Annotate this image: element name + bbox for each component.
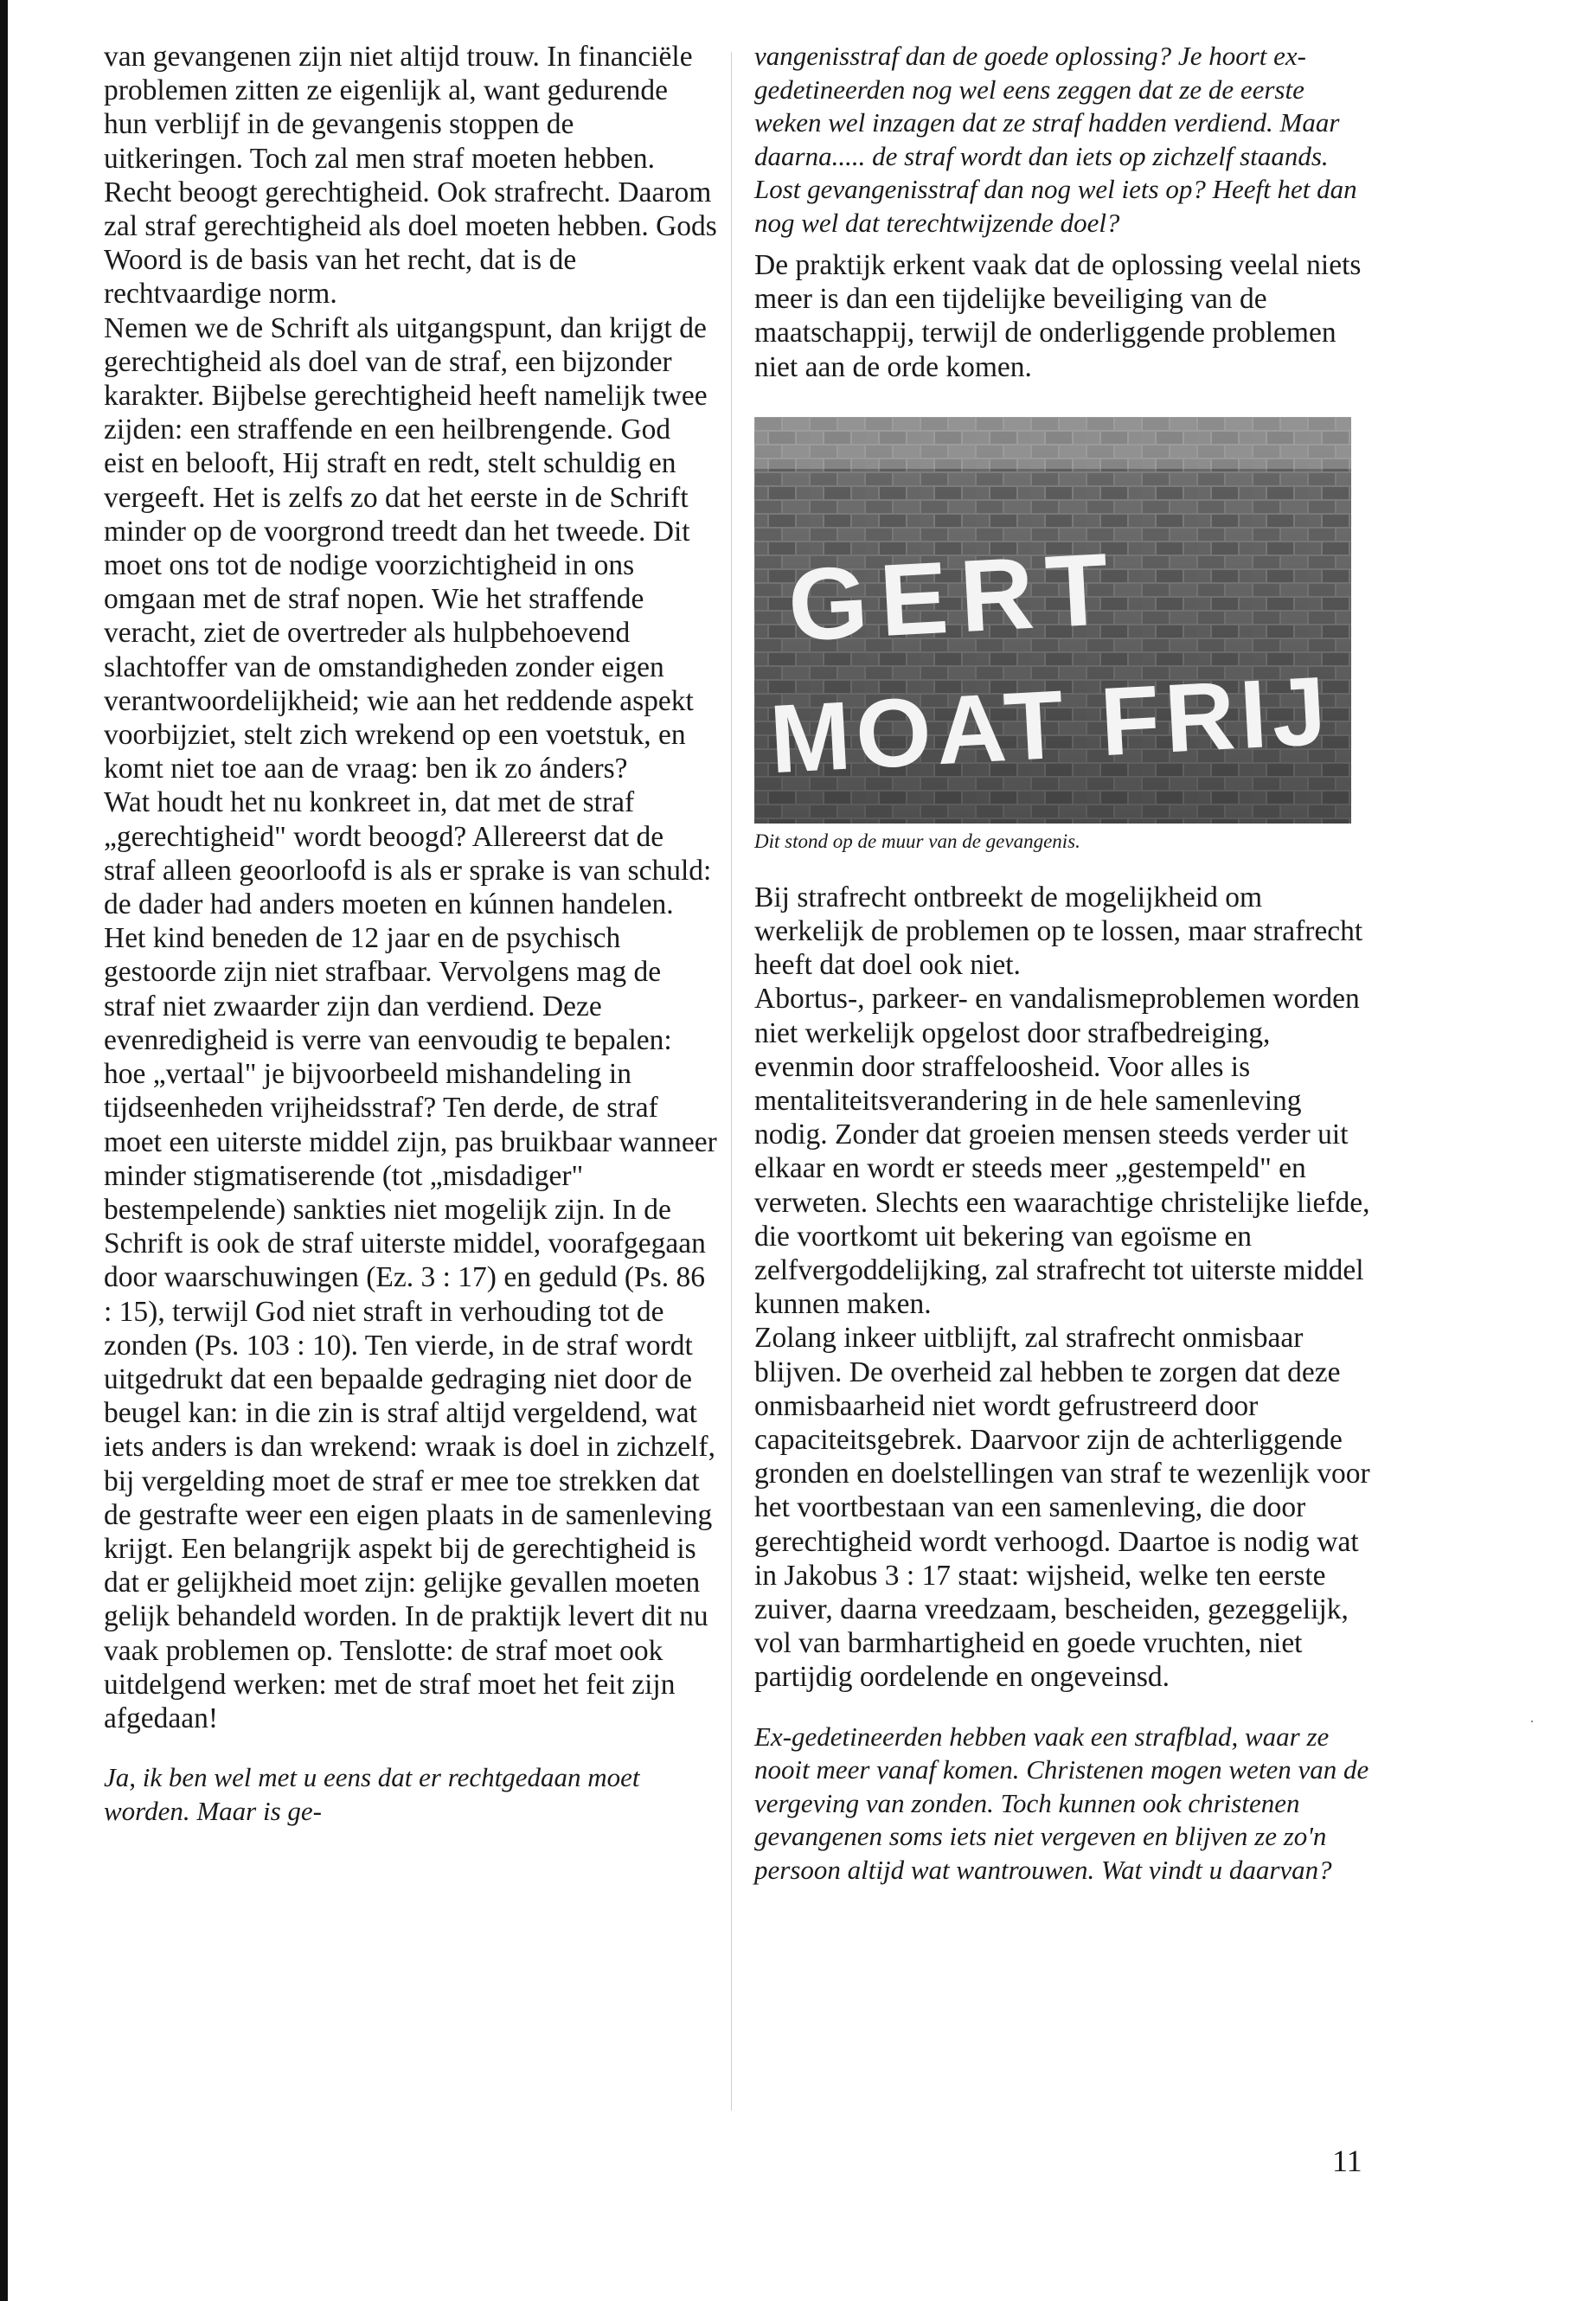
stray-ink-mark: · <box>1529 1713 1535 1730</box>
photo-figure <box>754 417 1351 855</box>
left-paragraph-3: Wat houdt het nu konkreet in, dat met de straf „gerechtigheid" wordt beoogd? Allereerst dat de straf alleen geoorloofd is als er sprake is van schuld: de dader had anders moeten en kúnnen handelen. Het kind beneden de 12 jaar en de psychisch gestoorde zijn niet strafbaar. Vervolgens mag de straf niet zwaarder zijn dan verdiend. Deze evenredigheid is verre van eenvoudig te bepalen: hoe „vertaal" je bijvoorbeeld mishandeling in tijdseenheden vrijheidsstraf? Ten derde, de straf moet een uiterste middel zijn, pas bruikbaar wanneer minder stigmatiserende (tot „misdadiger" bestempelende) sankties niet mogelijk zijn. In de Schrift is ook de straf uiterste middel, voorafgegaan door waarschuwingen (Ez. 3 : 17) en geduld (Ps. 86 : 15), terwijl God niet straft in verhouding tot de zonden (Ps. 103 : 10). Ten vierde, in de straf wordt uitgedrukt dat een bepaalde gedraging niet door de beugel kan: in die zin is straf altijd vergeldend, wat iets anders is dan wrekend: wraak is doel in zichzelf, bij vergelding moet de straf er mee toe strekken dat de gestrafte weer een eigen plaats in de samenleving krijgt. Een belangrijk aspekt bij de gerechtigheid is dat er gelijkheid moet zijn: gelijke gevallen moeten gelijk behandeld worden. In de praktijk levert dit nu vaak problemen op. Tenslotte: de straf moet ook uitdelgend werken: met de straf moet het feit zijn afgedaan! <box>104 786 717 1734</box>
column-divider <box>731 52 732 2111</box>
right-column <box>754 40 1373 1887</box>
brick-wall-graffiti-photo <box>754 417 1351 824</box>
answer-intro: De praktijk erkent vaak dat de oplossing veelal niets meer is dan een tijdelijke beveiliging van de maatschappij, terwijl de onderliggende problemen niet aan de orde komen. <box>754 249 1362 383</box>
closing-question: Ex-gedetineerden hebben vaak een strafblad, waar ze nooit meer vanaf komen. Christenen mogen weten van de vergeving van zonden. Toch kunnen ook christenen gevangenen soms iets niet vergeven en blijven ze zo'n persoon altijd wat wantrouwen. Wat vindt u daarvan? <box>754 1721 1369 1885</box>
interview-question: Ja, ik ben wel met u eens dat er rechtgedaan moet worden. Maar is ge- <box>104 1762 640 1826</box>
right-paragraph-2: Abortus-, parkeer- en vandalismeproblemen worden niet werkelijk opgelost door strafbedreiging, evenmin door straffeloosheid. Voor alles is mentaliteitsverandering in de hele samenleving nodig. Zonder dat groeien mensen steeds verder uit elkaar en wordt er steeds meer „gestempeld" en verweten. Slechts een waarachtige christelijke liefde, die voortkomt uit bekering van egoïsme en zelfvergoddelijking, zal strafrecht tot uiterste middel kunnen maken. <box>754 983 1370 1321</box>
left-column <box>104 40 718 1828</box>
photo-caption: Dit stond op de muur van de gevangenis. <box>754 830 1080 852</box>
right-paragraph-3: Zolang inkeer uitblijft, zal strafrecht onmisbaar blijven. De overheid zal hebben te zorgen dat deze onmisbaarheid niet wordt gefrustreerd door capaciteitsgebrek. Daarvoor zijn de achterliggende gronden en doelstellingen van straf te wezenlijk voor het voortbestaan van een samenleving, die door gerechtigheid wordt verhoogd. Daartoe is nodig wat in Jakobus 3 : 17 staat: wijsheid, welke ten eerste zuiver, daarna vreedzaam, bescheiden, gezeggelijk, vol van barmhartigheid en goede vruchten, niet partijdig oordelende en ongeveinsd. <box>754 1322 1370 1694</box>
right-paragraph-1: Bij strafrecht ontbreekt de mogelijkheid om werkelijk de problemen op te lossen, maar strafrecht heeft dat doel ook niet. <box>754 881 1363 982</box>
page-number: 11 <box>1332 2144 1362 2178</box>
interview-question-continued: vangenisstraf dan de goede oplossing? Je hoort ex-gedetineerden nog wel eens zeggen dat ze de eerste weken wel inzagen dat ze straf hadden verdiend. Maar daarna..... de straf wordt dan iets op zichzelf staands. Lost gevangenisstraf dan nog wel iets op? Heeft het dan nog wel dat terechtwijzende doel? <box>754 41 1357 238</box>
left-paragraph-1: van gevangenen zijn niet altijd trouw. In financiële problemen zitten ze eigenlijk al, want gedurende hun verblijf in de gevangenis stoppen de uitkeringen. Toch zal men straf moeten hebben. Recht beoogt gerechtigheid. Ook strafrecht. Daarom zal straf gerechtigheid als doel moeten hebben. Gods Woord is de basis van het recht, dat is de rechtvaardige norm. <box>104 41 717 311</box>
page-binding-edge <box>0 0 8 2301</box>
graffiti-line-2: MOAT FRIJ <box>766 656 1334 794</box>
graffiti-line-1: GERT <box>785 531 1124 663</box>
left-paragraph-2: Nemen we de Schrift als uitgangspunt, dan krijgt de gerechtigheid als doel van de straf, een bijzonder karakter. Bijbelse gerechtigheid heeft namelijk twee zijden: een straffende en een heilbrengende. God eist en belooft, Hij straft en redt, stelt schuldig en vergeeft. Het is zelfs zo dat het eerste in de Schrift minder op de voorgrond treedt dan het tweede. Dit moet ons tot de nodige voorzichtigheid in ons omgaan met de straf nopen. Wie het straffende veracht, ziet de overtreder als hulpbehoevend slachtoffer van de omstandigheden zonder eigen verantwoordelijkheid; wie aan het reddende aspekt voorbijziet, stelt zich wrekend op een voetstuk, en komt niet toe aan de vraag: ben ik zo ánders? <box>104 311 708 785</box>
